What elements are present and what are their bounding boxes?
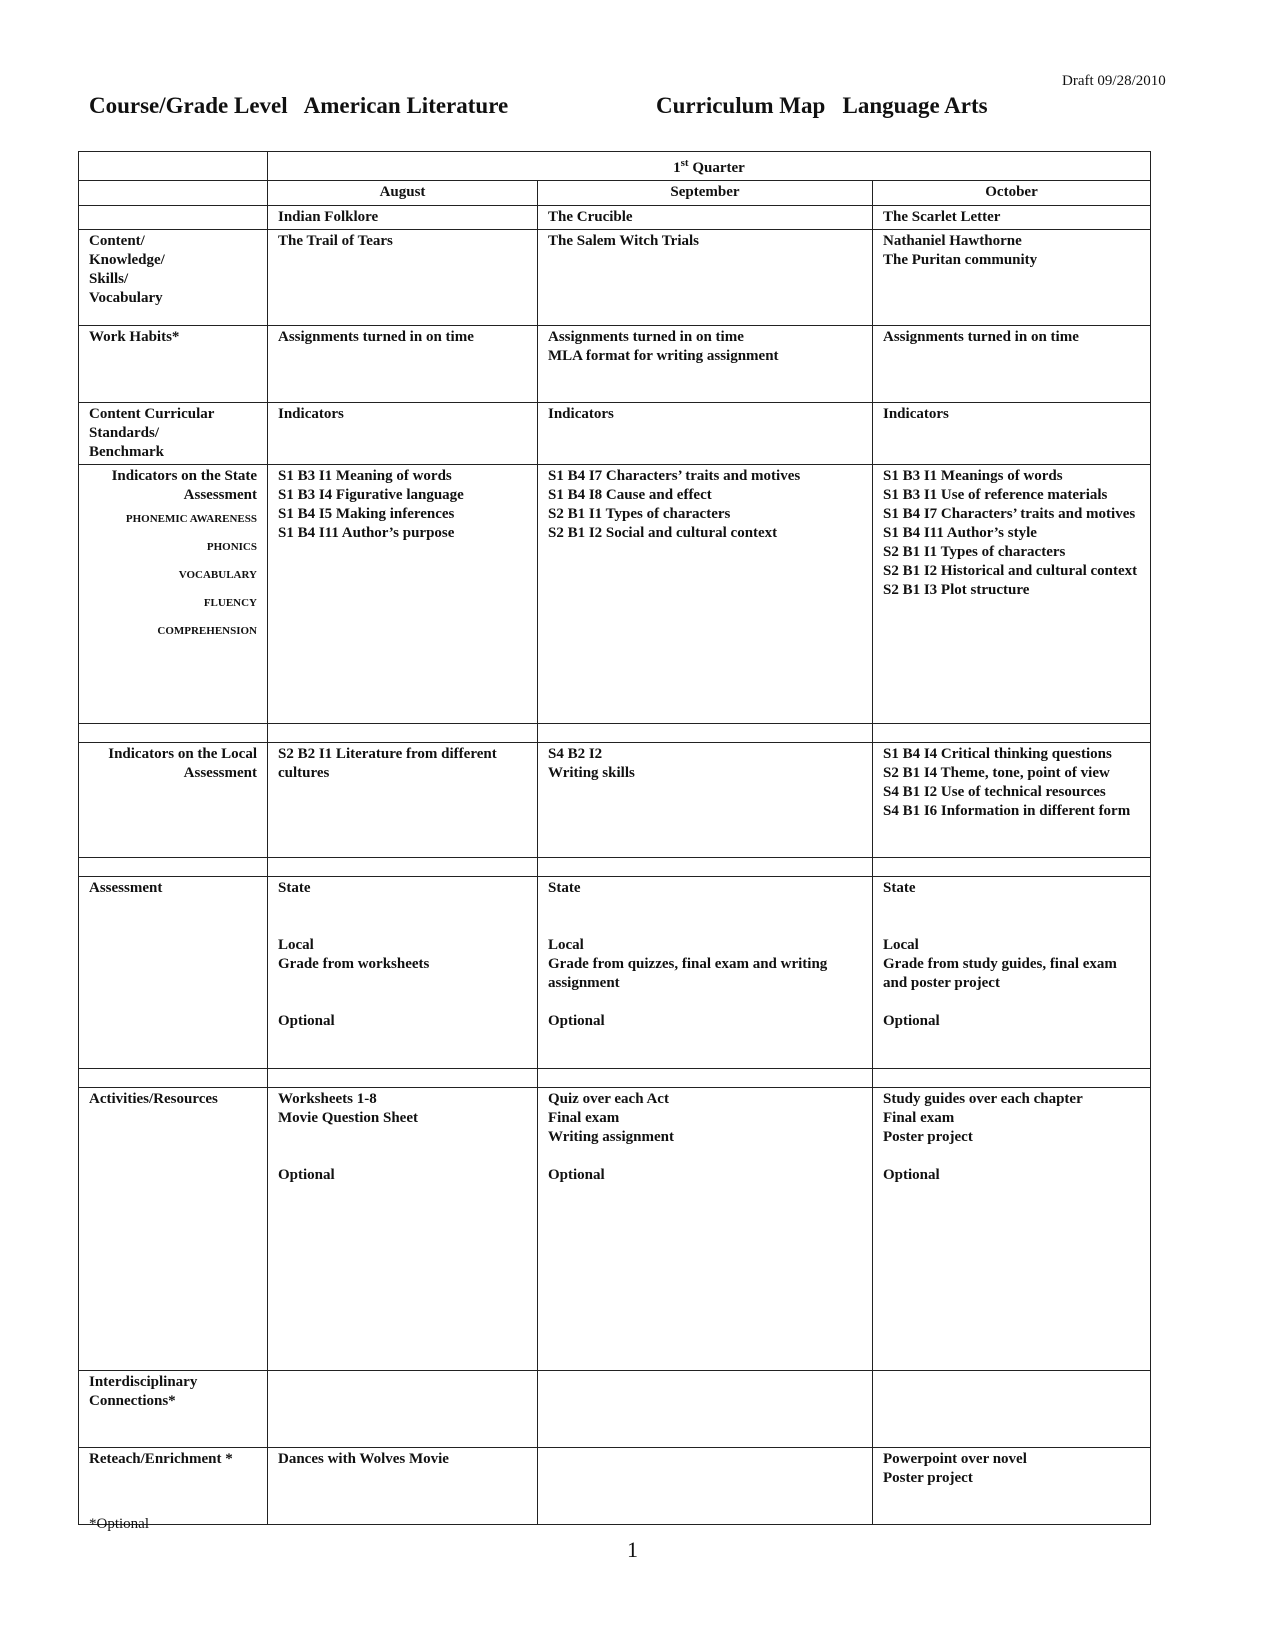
row-label-local-indicators: Indicators on the Local Assessment (79, 743, 268, 858)
row-label-assessment: Assessment (79, 877, 268, 1069)
activities-august: Worksheets 1-8 Movie Question Sheet Optional (268, 1088, 538, 1371)
row-label-work-habits: Work Habits* (79, 326, 268, 403)
standards-august: Indicators (268, 403, 538, 465)
spacer-cell (268, 724, 538, 743)
month-august: August (268, 181, 538, 206)
month-october: October (873, 181, 1151, 206)
spacer-row (79, 1069, 1151, 1088)
state-indicators-row (79, 465, 1151, 724)
work-habits-september: Assignments turned in on time MLA format for writing assignment (538, 326, 873, 403)
page-number: 1 (627, 1537, 638, 1562)
text-october: The Scarlet Letter (873, 206, 1151, 230)
corner-cell (79, 181, 268, 206)
content-october: Nathaniel Hawthorne The Puritan community (873, 230, 1151, 326)
month-september: September (538, 181, 873, 206)
curriculum-map-table (78, 151, 1151, 1525)
standards-row (79, 403, 1151, 465)
activities-row (79, 1088, 1151, 1371)
quarter-row (79, 152, 1151, 181)
row-label-content: Content/ Knowledge/ Skills/ Vocabulary (79, 230, 268, 326)
row-label-reteach: Reteach/Enrichment * (79, 1448, 268, 1525)
content-august: The Trail of Tears (268, 230, 538, 326)
spacer-row (79, 858, 1151, 877)
month-row (79, 181, 1151, 206)
interdisciplinary-september (538, 1371, 873, 1448)
activities-october: Study guides over each chapter Final exam Poster project Optional (873, 1088, 1151, 1371)
reteach-october: Powerpoint over novel Poster project (873, 1448, 1151, 1525)
spacer-cell (538, 1069, 873, 1088)
corner-cell (79, 152, 268, 181)
spacer-row (79, 724, 1151, 743)
spacer-cell (873, 858, 1151, 877)
row-label-activities: Activities/Resources (79, 1088, 268, 1371)
row-label-interdisciplinary: Interdisciplinary Connections* (79, 1371, 268, 1448)
work-habits-october: Assignments turned in on time (873, 326, 1151, 403)
spacer-cell (79, 1069, 268, 1088)
assessment-august: State Local Grade from worksheets Optional (268, 877, 538, 1069)
skill-label: PHONICS (206, 541, 257, 553)
content-september: The Salem Witch Trials (538, 230, 873, 326)
spacer-cell (873, 1069, 1151, 1088)
row-label-state-indicators: Indicators on the State Assessment PHONEMIC AWARENESS PHONICS VOCABULARY FLUENCY COMPREHENSION (79, 465, 268, 724)
assessment-row (79, 877, 1151, 1069)
assessment-september: State Local Grade from quizzes, final exam and writing assignment Optional (538, 877, 873, 1069)
assessment-october: State Local Grade from study guides, final exam and poster project Optional (873, 877, 1151, 1069)
spacer-cell (538, 858, 873, 877)
text-september: The Crucible (538, 206, 873, 230)
standards-october: Indicators (873, 403, 1151, 465)
interdisciplinary-row (79, 1371, 1151, 1448)
skill-label: FLUENCY (203, 597, 257, 609)
standards-september: Indicators (538, 403, 873, 465)
spacer-cell (268, 858, 538, 877)
local-indicators-september: S4 B2 I2 Writing skills (538, 743, 873, 858)
spacer-cell (268, 1069, 538, 1088)
spacer-cell (79, 724, 268, 743)
row-label-standards: Content Curricular Standards/ Benchmark (79, 403, 268, 465)
interdisciplinary-august (268, 1371, 538, 1448)
local-indicators-row (79, 743, 1151, 858)
quarter-heading: 1st Quarter (268, 152, 1151, 181)
local-indicators-october: S1 B4 I4 Critical thinking questions S2 B1 I4 Theme, tone, point of view S4 B1 I2 Use of technical resources S4 B1 I6 Information in different form (873, 743, 1151, 858)
state-indicators-august: S1 B3 I1 Meaning of words S1 B3 I4 Figurative language S1 B4 I5 Making inferences S1 B4 I11 Author’s purpose (268, 465, 538, 724)
text-august: Indian Folklore (268, 206, 538, 230)
skill-label: COMPREHENSION (157, 625, 257, 637)
work-habits-row (79, 326, 1151, 403)
reading-skill-list (89, 511, 257, 640)
optional-footnote: *Optional (89, 1516, 149, 1532)
reteach-september (538, 1448, 873, 1525)
curriculum-map-title: Curriculum Map Language Arts (656, 93, 988, 118)
work-habits-august: Assignments turned in on time (268, 326, 538, 403)
course-title: Course/Grade Level American Literature (89, 93, 509, 118)
spacer-cell (79, 858, 268, 877)
state-indicators-september: S1 B4 I7 Characters’ traits and motives S1 B4 I8 Cause and effect S2 B1 I1 Types of characters S2 B1 I2 Social and cultural context (538, 465, 873, 724)
reteach-row (79, 1448, 1151, 1525)
corner-cell (79, 206, 268, 230)
spacer-cell (538, 724, 873, 743)
activities-september: Quiz over each Act Final exam Writing assignment Optional (538, 1088, 873, 1371)
state-indicators-october: S1 B3 I1 Meanings of words S1 B3 I1 Use of reference materials S1 B4 I7 Characters’ traits and motives S1 B4 I11 Author’s style S2 B1 I1 Types of characters S2 B1 I2 Historical and cultural context S2 B1 I3 Plot structure (873, 465, 1151, 724)
interdisciplinary-october (873, 1371, 1151, 1448)
draft-date: Draft 09/28/2010 (1062, 73, 1166, 89)
skill-label: VOCABULARY (178, 569, 257, 581)
spacer-cell (873, 724, 1151, 743)
text-row (79, 206, 1151, 230)
content-row (79, 230, 1151, 326)
reteach-august: Dances with Wolves Movie (268, 1448, 538, 1525)
local-indicators-august: S2 B2 I1 Literature from different cultures (268, 743, 538, 858)
skill-label: PHONEMIC AWARENESS (125, 513, 257, 525)
